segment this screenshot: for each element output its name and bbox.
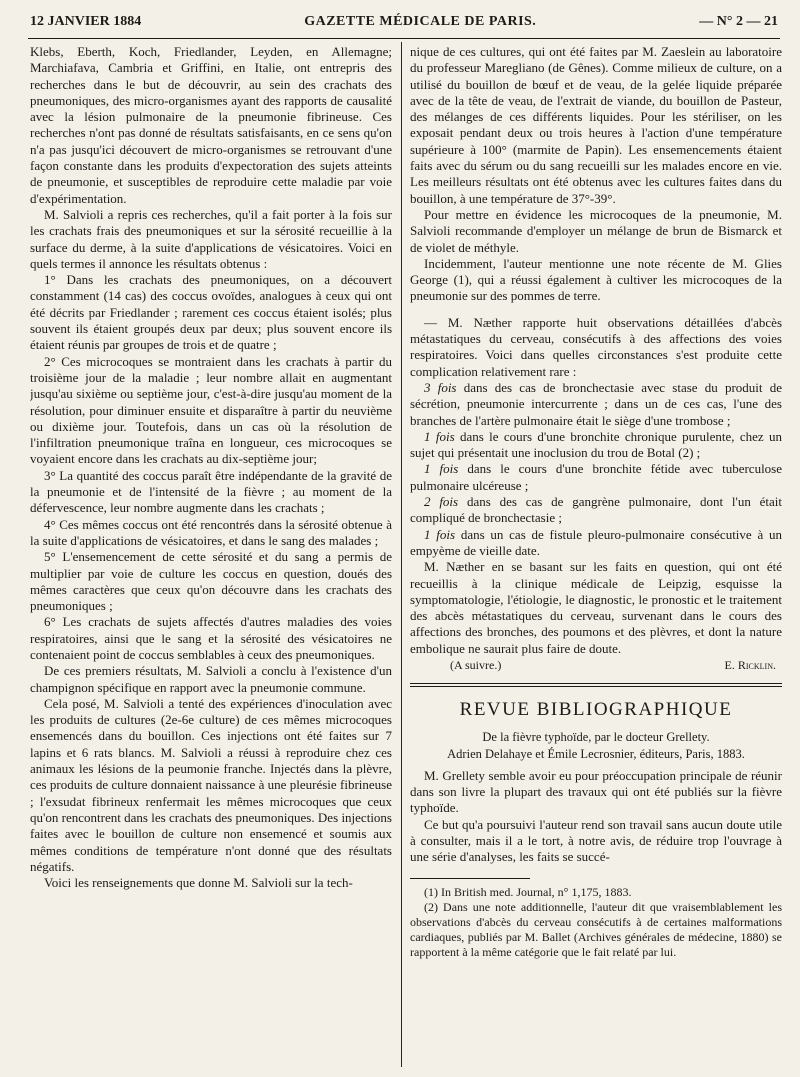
section-rule — [410, 683, 782, 684]
case-text: dans des cas de gangrène pulmonaire, dont l'un était compliqué de bronchectasie ; — [410, 494, 782, 526]
footnote-rule — [410, 878, 530, 879]
article-author: E. Ricklin. — [724, 657, 776, 672]
book-publisher: Adrien Delahaye et Émile Lecrosnier, éditeurs, Paris, 1883. — [447, 746, 745, 761]
result-item: 4° Ces mêmes coccus ont été rencontrés dans la sérosité obtenue à la suite d'applications de vésicatoires, et dans le sang des malades ; — [30, 516, 392, 548]
naether-conclusion: M. Næther en se basant sur les faits en question, qui ont été recueillis à la clinique médicale de Leipzig, esquisse la symptomatologie, l'étiologie, le diagnostic, le pronostic et le traitement des abcès métastatiques du cerveau, survenant dans le cours des affections des bronches, des poumons et des plèvres, et dont la nature embolique ne saurait plus faire de doute. — [410, 559, 782, 656]
result-item: 1° Dans les crachats des pneumoniques, on a découvert constamment (14 cas) des coccus ovoïdes, analogues à ceux qui ont été décrits par Friedlander ; rarement ces coccus étaient isolés; plus souvent ils étaient groupés deux par deux; plus souvent encore ils étaient réunis par groupes de trois et de quatre ; — [30, 272, 392, 353]
paragraph: Pour mettre en évidence les microcoques de la pneumonie, M. Salvioli recommande d'employer un mélange de brun de Bismarck et de violet de méthyle. — [410, 206, 782, 255]
case-item — [410, 527, 782, 560]
review-paragraph: Ce but qu'a poursuivi l'auteur rend son travail sans aucun doute utile à consulter, mais il a le tort, à notre avis, de réduire trop l'ouvrage à une série d'analyses, les faits se succé- — [410, 816, 782, 865]
paragraph: Cela posé, M. Salvioli a tenté des expériences d'inoculation avec les produits de cultures (2e-6e culture) de ces mêmes microcoques ensemencés dans du bouillon. Ces injections ont été faites sur 7 lapins et 6 rats blancs. M. Salvioli a réussi à reproduire chez ces animaux les lésions de la peumonie franche. Injectés dans la plèvre, ces produits de culture donnaient naissance à une pleurésie fibrineuse ; l'exsudat fibrineux renfermait les mêmes microcoques que ceux qu'on rencontrent dans les crachats des pneumoniques. Des injections faites avec le bouillon de culture non ensemencé et soumis aux mêmes conditions de température n'ont donné que des résultats négatifs. — [30, 695, 392, 874]
book-title: De la fièvre typhoïde, par le docteur Grellety. — [482, 730, 710, 745]
article-signoff — [410, 657, 782, 673]
right-column — [410, 44, 782, 1070]
case-text: dans un cas de fistule pleuro-pulmonaire consécutive à un empyème de vieille date. — [410, 526, 782, 558]
paragraph: Klebs, Eberth, Koch, Friedlander, Leyden, en Allemagne; Marchiafava, Cambria et Griffini, en Italie, ont entrepris des recherches dans le but de découvrir, au sein des crachats des pneumoniques, des micro-organismes ayant des rapports de causalité avec la lésion pulmonaire de la pneumonie fibrineuse. Ces recherches n'ont pas donné de résultats satisfaisants, en ce sens qu'on n'a pas jusqu'ici découvert de micro-organismes se retrouvant d'une façon constante dans les produits d'expectoration des sujets atteints de pneumonie, et susceptibles de reproduire cette maladie par voie d'expérimentation. — [30, 44, 392, 206]
paragraph: De ces premiers résultats, M. Salvioli a conclu à l'existence d'un champignon spécifique en rapport avec la pneumonie commune. — [30, 663, 392, 695]
section-rule — [410, 686, 782, 687]
case-text: dans le cours d'une bronchite fétide avec tuberculose pulmonaire ulcéreuse ; — [410, 461, 782, 493]
result-item: 2° Ces microcoques se montraient dans les crachats à partir du troisième jour de la maladie ; leur nombre allait en augmentant jusqu'au sixième ou septième jour, c'est-à-dire jusqu'au moment de la résolution, pour diminuer ensuite et disparaître à partir du neuvième ou dixième jour. Toutefois, dans un cas où la résolution de l'infiltration pneumonique traîna en longueur, ces microcoques se voyaient encore dans les crachats au dix-septième jour; — [30, 353, 392, 467]
footnote: (2) Dans une note additionnelle, l'auteur dit que vraisemblablement les observations d'abcès du cerveau consécutifs à de certaines malformations cardiaques, publiés par M. Ballet (Archives générales de médecine, 1880) se rapportent à la même catégorie que le fait relaté par lui. — [410, 899, 782, 959]
header-date: 12 JANVIER 1884 — [30, 14, 142, 29]
case-text: dans le cours d'une bronchite chronique purulente, chez un sujet qui présentait une inoclusion du trou de Botal (2) ; — [410, 428, 782, 461]
review-title: REVUE BIBLIOGRAPHIQUE — [459, 699, 733, 721]
paragraph: Incidemment, l'auteur mentionne une note récente de M. Glies George (1), qui a réussi également à cultiver les microcoques de la pneumonie sur des pommes de terre. — [410, 255, 782, 304]
case-text: dans des cas de bronchectasie avec stase du produit de sécrétion, pneumonie intercurrente ; dans un de ces cas, l'une des branches de l'artère pulmonaire était le siège d'une trombose ; — [410, 379, 782, 428]
case-count: 3 fois — [424, 379, 457, 395]
running-head — [30, 14, 778, 36]
case-count: 1 fois — [424, 428, 455, 444]
case-item — [410, 494, 782, 527]
header-title: GAZETTE MÉDICALE DE PARIS. — [304, 14, 537, 29]
paragraph: nique de ces cultures, qui ont été faites par M. Zaeslein au laboratoire du professeur Maregliano (de Gênes). Comme milieux de culture, on a utilisé du bouillon de bœuf et de veau, de la gelée liquide préparée avec de la tête de veau, de l'extrait de viande, du bouillon de Pasteur, des mélanges de ces différents liquides. Pour les stériliser, on les exposait pendant deux ou trois heures à l'action d'une température supérieure à 100° (marmite de Papin). Les ensemencements étaient faits avec du sérum ou du sang recueilli sur les malades encore en vie. Les meilleurs résultats ont été obtenus avec les cultures faites dans du bouillon, à une température de 37°-39°. — [410, 44, 782, 206]
left-column — [30, 44, 392, 1070]
header-issue: — N° 2 — 21 — [699, 14, 778, 29]
paragraph: Voici les renseignements que donne M. Salvioli sur la tech- — [44, 875, 353, 891]
review-paragraph: M. Grellety semble avoir eu pour préoccupation principale de réunir dans son livre la plupart des travaux qui ont été publiés sur la fièvre typhoïde. — [410, 767, 782, 816]
paragraph: M. Salvioli a repris ces recherches, qu'il a fait porter à la fois sur les crachats frais des pneumoniques et sur la sérosité recueillie à la surface du derme, à la suite d'applications de vésicatoires. Voici en quels termes il annonce les résultats obtenus : — [30, 206, 392, 271]
column-divider — [401, 42, 402, 1067]
result-item: 5° L'ensemencement de cette sérosité et du sang a permis de multiplier par voie de culture les coccus en question, doués des mêmes caractères que ceux qu'on découvre dans les crachats des pneumoniques ; — [30, 549, 392, 614]
case-item — [410, 380, 782, 429]
case-count: 2 fois — [424, 494, 459, 510]
result-item: 3° La quantité des coccus paraît être indépendante de la gravité de la pneumonie et de l'intensité de la fièvre ; au moment de la défervescence, leur nombre augmente dans les crachats ; — [30, 467, 392, 516]
to-be-continued: (A suivre.) — [450, 657, 502, 672]
case-item — [410, 461, 782, 494]
case-item — [410, 429, 782, 462]
naether-intro: — M. Næther rapporte huit observations détaillées d'abcès métastatiques du cerveau, consécutifs à des affections des voies respiratoires. Voici dans quelles circonstances s'est produite cette complication relativement rare : — [410, 314, 782, 379]
case-count: 1 fois — [424, 461, 459, 477]
result-item: 6° Les crachats de sujets affectés d'autres maladies des voies respiratoires, ainsi que le sang et la sérosité des vésicatoires ne contenaient point de coccus semblables à ceux des pneumoniques. — [30, 614, 392, 662]
header-rule — [28, 38, 780, 39]
case-count: 1 fois — [424, 526, 456, 542]
footnote: (1) In British med. Journal, n° 1,175, 1883. — [424, 884, 632, 899]
